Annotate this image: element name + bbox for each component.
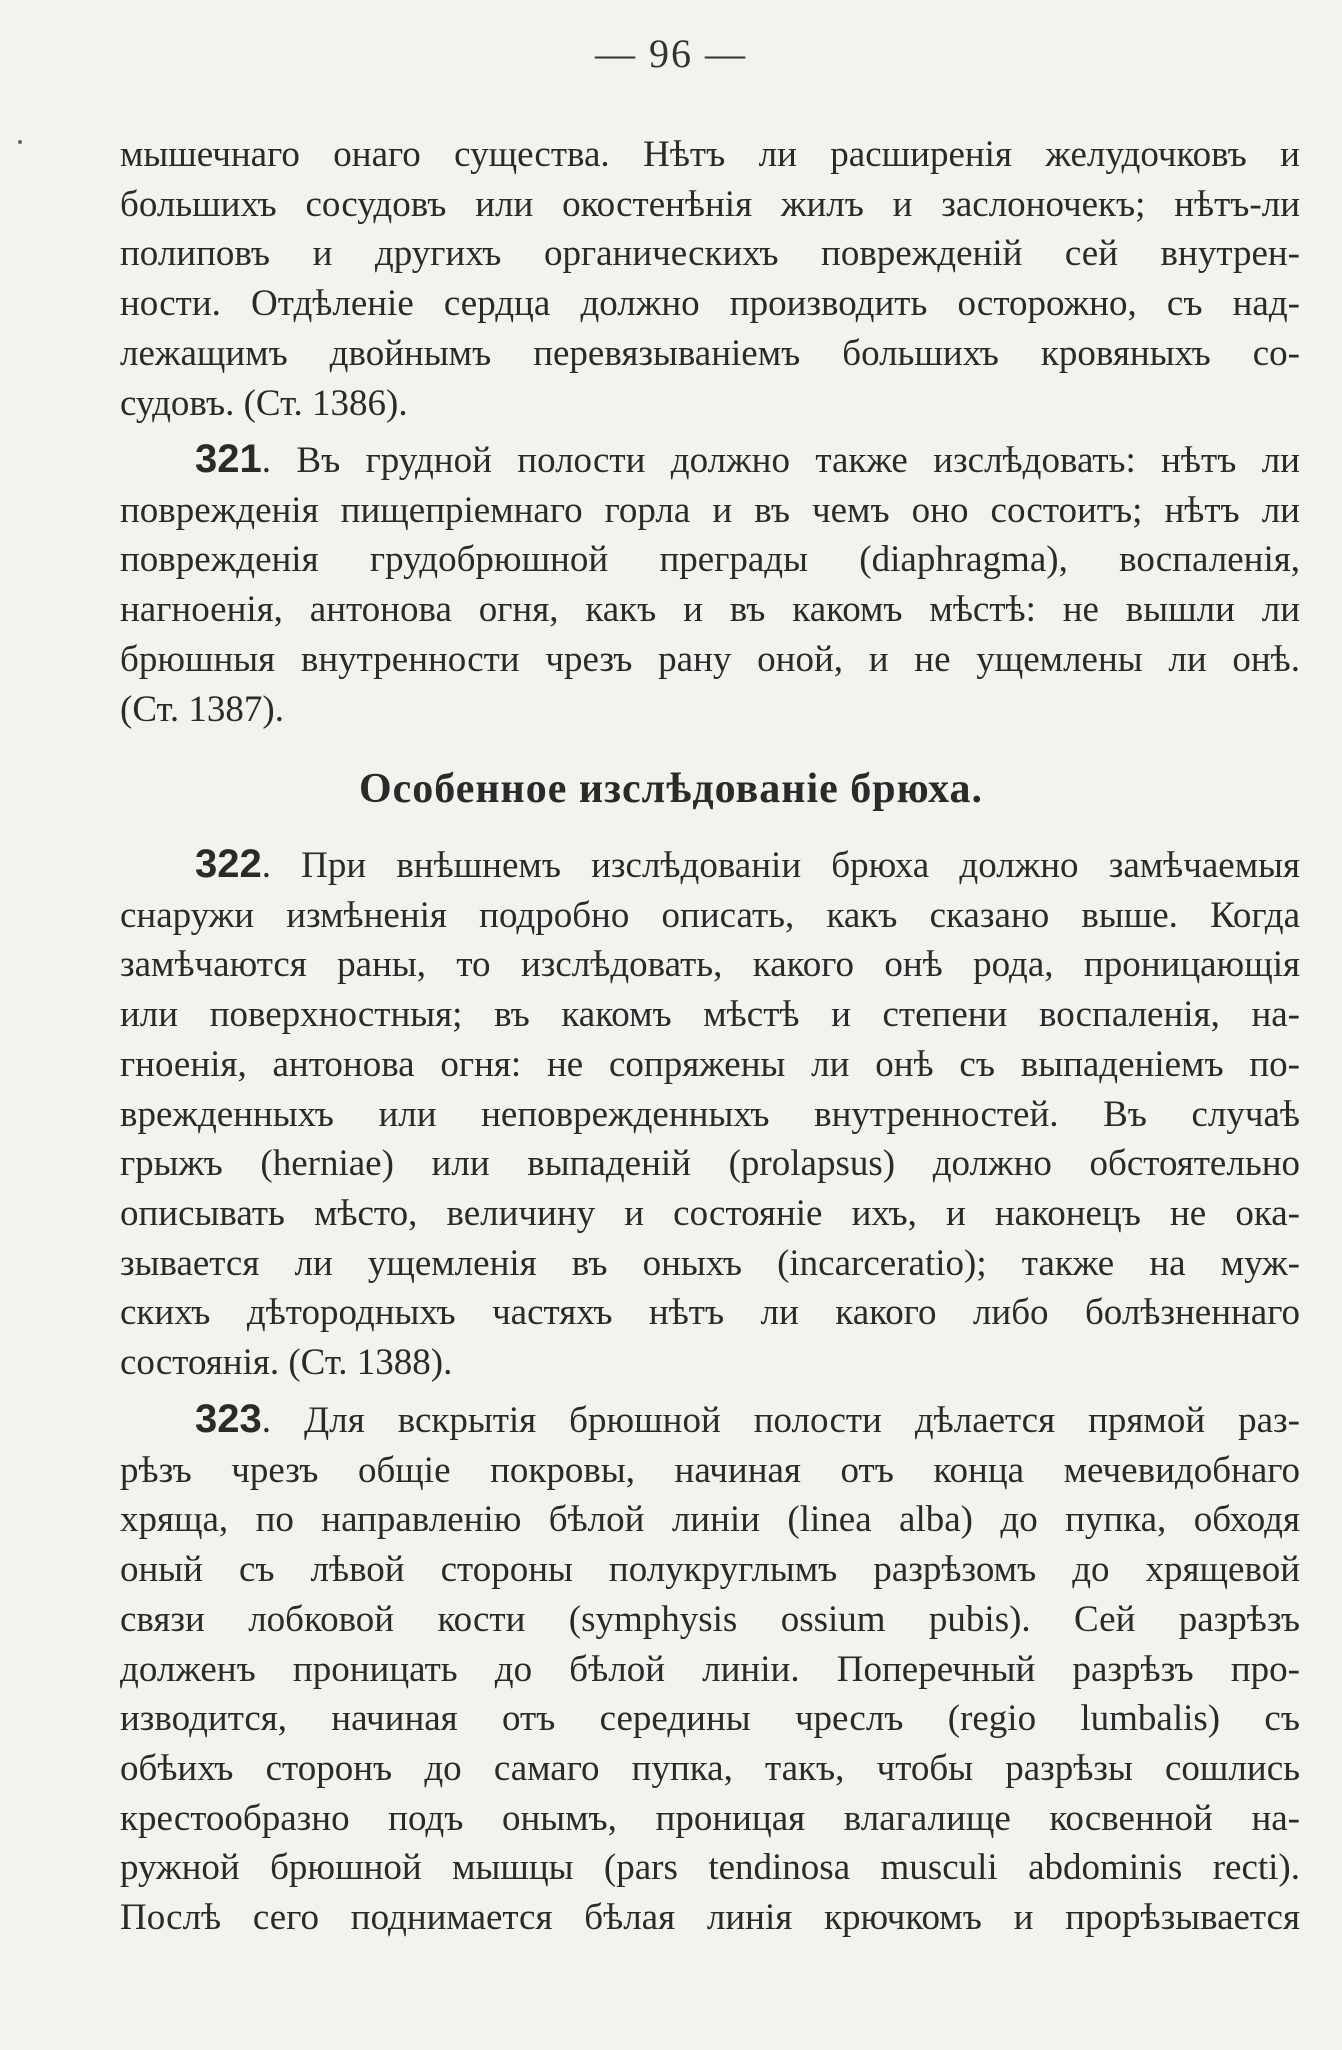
text-line: изводится, начиная отъ середины чреслъ (regio lumbalis) съ [120, 1698, 1300, 1740]
text-line: брюшныя внутренности чрезъ рану оной, и не ущемлены ли онѣ. [120, 638, 1300, 680]
text-line: (Ст. 1387). [120, 688, 284, 730]
text-line: долженъ проницать до бѣлой линіи. Поперечный разрѣзъ про- [120, 1648, 1300, 1690]
continuation-paragraph [120, 130, 1300, 428]
paragraph-number: 321 [195, 437, 262, 481]
text-line: нагноенія, антонова огня, какъ и въ какомъ мѣстѣ: не вышли ли [120, 589, 1300, 631]
text-line: поврежденія грудобрюшной преграды (diaphragma), воспаленія, [120, 539, 1300, 581]
text-segment: . При внѣшнемъ изслѣдованіи брюха должно замѣчаемыя [261, 845, 1300, 886]
text-line: ности. Отдѣленіе сердца должно производить осторожно, съ над- [120, 283, 1300, 325]
text-line: врежденныхъ или неповрежденныхъ внутренностей. Въ случаѣ [120, 1093, 1300, 1135]
paragraph-323 [120, 1395, 1300, 1943]
text-line [120, 1395, 1300, 1446]
text-line: судовъ. (Ст. 1386). [120, 382, 408, 424]
speck-mark [18, 140, 22, 144]
text-line: зывается ли ущемленія въ оныхъ (incarceratio); также на муж- [120, 1242, 1300, 1284]
text-line: или поверхностныя; въ какомъ мѣстѣ и степени воспаленія, на- [120, 994, 1300, 1036]
paragraph-321 [120, 435, 1300, 734]
text-line: Послѣ сего поднимается бѣлая линія крючкомъ и прорѣзывается [120, 1897, 1300, 1939]
text-line: обѣихъ сторонъ до самаго пупка, такъ, чтобы разрѣзы сошлись [120, 1747, 1300, 1789]
text-line: большихъ сосудовъ или окостенѣнія жилъ и заслоночекъ; нѣтъ-ли [120, 183, 1300, 225]
text-line: скихъ дѣтородныхъ частяхъ нѣтъ ли какого либо болѣзненнаго [120, 1292, 1300, 1334]
paragraph-number: 323 [195, 1397, 262, 1441]
text-line: рѣзъ чрезъ общіе покровы, начиная отъ конца мечевидобнаго [120, 1449, 1300, 1491]
text-line: замѣчаются раны, то изслѣдовать, какого онѣ рода, проницающія [120, 944, 1300, 986]
paragraph-322 [120, 840, 1300, 1388]
text-segment: . Въ грудной полости должно также изслѣдовать: нѣтъ ли [261, 440, 1300, 481]
text-segment: . Для вскрытія брюшной полости дѣлается прямой раз- [261, 1400, 1300, 1441]
text-line [120, 840, 1300, 891]
text-line: описывать мѣсто, величину и состояніе ихъ, и наконецъ не ока- [120, 1192, 1300, 1234]
text-line: хряща, по направленію бѣлой линіи (linea alba) до пупка, обходя [120, 1499, 1300, 1541]
text-line: оный съ лѣвой стороны полукруглымъ разрѣзомъ до хрящевой [120, 1549, 1300, 1591]
text-line: лежащимъ двойнымъ перевязываніемъ большихъ кровяныхъ со- [120, 332, 1300, 374]
text-line: состоянія. (Ст. 1388). [120, 1342, 453, 1384]
paragraph-number: 322 [195, 842, 262, 886]
text-line: крестообразно подъ онымъ, проницая влагалище косвенной на- [120, 1797, 1300, 1839]
text-line: ружной брюшной мышцы (pars tendinosa musculi abdominis recti). [120, 1847, 1300, 1889]
text-line: грыжъ (herniae) или выпаденій (prolapsus) должно обстоятельно [120, 1143, 1300, 1185]
section-heading: Особенное изслѣдованіе брюха. [358, 766, 984, 812]
text-line: снаружи измѣненія подробно описать, какъ сказано выше. Когда [120, 894, 1300, 936]
text-line: мышечнаго онаго существа. Нѣтъ ли расширенія желудочковъ и [120, 134, 1300, 175]
text-line: поврежденія пищепріемнаго горла и въ чемъ оно состоитъ; нѣтъ ли [120, 489, 1300, 531]
page-number: — 96 — [595, 31, 747, 76]
text-line: полиповъ и другихъ органическихъ поврежденій сей внутрен- [120, 233, 1300, 275]
text-line: гноенія, антонова огня: не сопряжены ли онѣ съ выпаденіемъ по- [120, 1043, 1300, 1085]
text-line: связи лобковой кости (symphysis ossium pubis). Сей разрѣзъ [120, 1598, 1300, 1640]
text-line [120, 435, 1300, 486]
